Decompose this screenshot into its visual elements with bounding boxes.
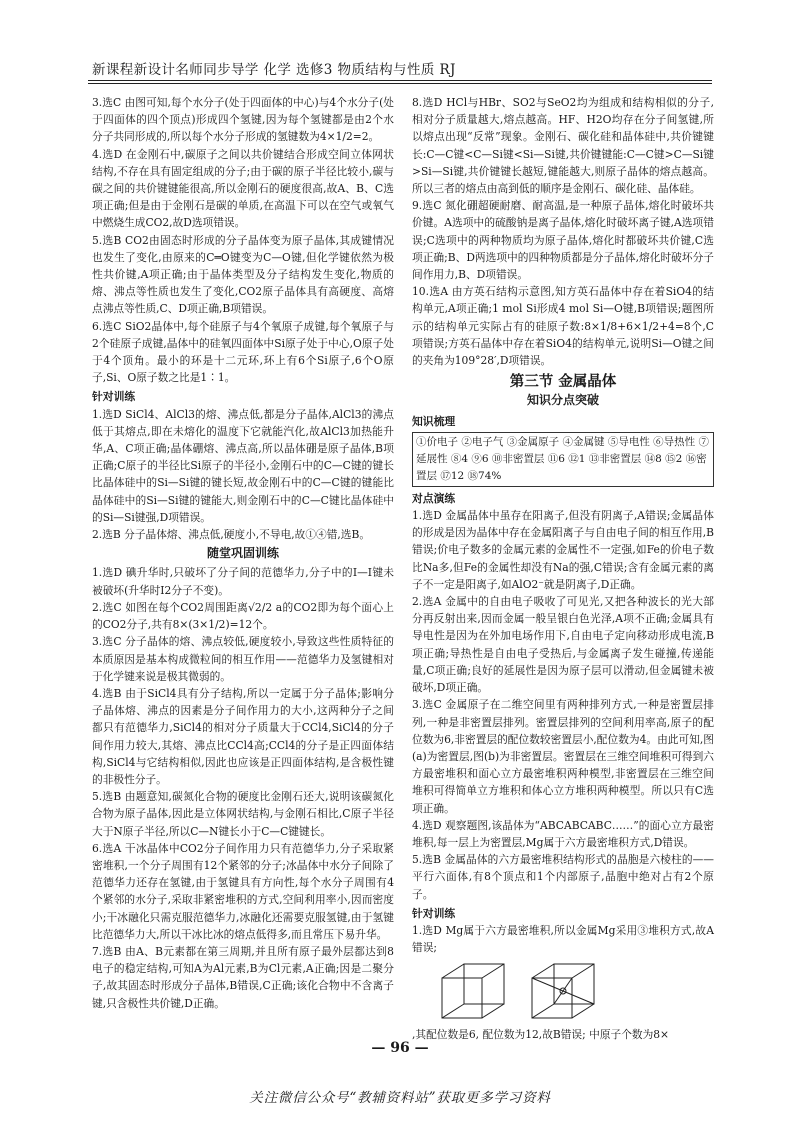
left-column <box>92 94 394 1034</box>
page-number-value: 96 <box>390 1040 410 1056</box>
answer-item: 1.选D Mg属于六方最密堆积,所以金属Mg采用③堆积方式,故A错误; <box>412 923 714 955</box>
section-subtitle: 知识分点突破 <box>526 393 599 408</box>
answer-item: 1.选D SiCl4、AlCl3的熔、沸点低,都是分子晶体,AlCl3的沸点低于其熔点,即在未熔化的温度下它就能汽化,故AlCl3加热能升华,A、C项正确;晶体硼熔、沸点高,所以晶体硼是原子晶体,B项正确;C原子的半径比Si原子的半径小,金刚石中的C—C键的键长比晶体硅中的Si—Si键的键长短,故金刚石中的C—C键的键能比晶体硅中的Si—Si键的键能大,则金刚石中的C—C键比晶体硅中的Si—Si键强,D项错误。 <box>92 407 394 524</box>
answer-item: 6.选C SiO2晶体中,每个硅原子与4个氧原子成键,每个氧原子与2个硅原子成键,晶体中的硅氧四面体中Si原子处于中心,O原子处于4个顶角。最小的环是十二元环,环上有6个Si原子,6个O原子,Si、O原子数之比是1∶1。 <box>92 319 394 385</box>
answer-item: 4.选D 在金刚石中,碳原子之间以共价键结合形成空间立体网状结构,不存在具有固定组成的分子;由于碳的原子半径比较小,碳与碳之间的共价键键能很高,所以金刚石的硬度很高,故A、B、C选项正确;但是由于金刚石是碳的单质,在高温下可以在空气或氧气中燃烧生成CO2,故D选项错误。 <box>92 147 394 230</box>
right-column <box>412 94 714 1042</box>
header-rule <box>88 80 712 81</box>
answer-item: 3.选C 分子晶体的熔、沸点较低,硬度较小,导致这些性质特征的本质原因是基本构成微粒间的相互作用——范德华力及氢键相对于化学键来说是极其微弱的。 <box>92 635 394 683</box>
answer-item: 1.选D 金属晶体中虽存在阳离子,但没有阴离子,A错误;金属晶体的形成是因为晶体中存在金属阳离子与自由电子间的相互作用,B错误;价电子数多的金属元素的金属性不一定强,如Fe的价电子数比Na多,但Fe的金属性却没有Na的强,C错误;含有金属元素的离子不一定是阳离子,如AlO2⁻就是阴离子,D正确。 <box>412 509 714 591</box>
answer-item: 7.选B 由A、B元素都在第三周期,并且所有原子最外层都达到8电子的稳定结构,可知A为Al元素,B为Cl元素,A正确;因是二聚分子,故其固态时形成分子晶体,B错误,C正确;该化合物中不含离子键,只含极性共价键,D正确。 <box>92 944 394 1010</box>
answer-item: 3.选C 由图可知,每个水分子(处于四面体的中心)与4个水分子(处于四面体的四个顶点)形成四个氢键,因为每个氢键都是由2个水分子共同形成的,所以每个水分子形成的氢键数为4×1/2=2。 <box>92 96 394 144</box>
answer-item: 5.选B CO2由固态时形成的分子晶体变为原子晶体,其成键情况也发生了变化,由原来的C═O键变为C—O键,但化学键依然为极性共价键,A项正确;由于晶体类型及分子结构发生变化,物质的熔、沸点等性质也发生了变化,CO2原子晶体具有高硬度、高熔点沸点等性质,C、D项正确,B项错误。 <box>92 233 394 316</box>
answer-item: 1.选D 碘升华时,只破坏了分子间的范德华力,分子中的I—I键未被破坏(升华时I2分子不变)。 <box>92 566 394 597</box>
answer-item: 6.选A 干冰晶体中CO2分子间作用力只有范德华力,分子采取紧密堆积,一个分子周围有12个紧邻的分子;冰晶体中水分子间除了范德华力还存在氢键,由于氢键具有方向性,每个水分子周围有4个紧邻的水分子,采取非紧密堆积的方式,空间利用率小,因而密度小;干冰融化只需克服范德华力,冰融化还需要克服氢键,由于氢键比范德华力大,所以干冰比冰的熔点低得多,而且常压下易升华。 <box>92 841 394 941</box>
consolidate-heading: 随堂巩固训练 <box>206 546 279 561</box>
answer-item: 2.选C 如图在每个CO2周围距离√2/2 a的CO2即为每个面心上的CO2分子,共有8×(3×1/2)=12个。 <box>92 600 394 632</box>
knowledge-answers: ①价电子 ②电子气 ③金属原子 ④金属键 ⑤导电性 ⑥导热性 ⑦延展性 ⑧4 ⑨6 ⑩非密置层 ⑪6 ⑫1 ⑬非密置层 ⑭8 ⑮2 ⑯密置层 ⑰12 ⑱74% <box>412 432 714 487</box>
footer-note: 关注微信公众号“教辅资料站”获取更多学习资料 <box>249 1090 551 1106</box>
knowledge-heading: 知识梳理 <box>412 414 456 428</box>
answer-fragment: 中原子个数为8× <box>589 1028 670 1042</box>
answer-item: 5.选B 金属晶体的六方最密堆积结构形式的晶胞是六棱柱的——平行六面体,有8个顶点和1个内部原子,晶胞中绝对占有2个原子。 <box>412 853 714 901</box>
answer-item: 8.选D HCl与HBr、SO2与SeO2均为组成和结构相似的分子,相对分子质量越大,熔点越高。HF、H2O均存在分子间氢键,所以熔点出现“反常”现象。金刚石、碳化硅和晶体硅中,共价键键长:C—C键<C—Si键<Si—Si键,共价键键能:C—C键>C—Si键>Si—Si键,共价键键长越短,键能越大,则原子晶体的熔点越高。所以三者的熔点由高到低的顺序是金刚石、碳化硅、晶体硅。 <box>412 96 714 196</box>
answer-item: 10.选A 由方英石结构示意图,知方英石晶体中存在着SiO4的结构单元,A项正确;1 mol Si形成4 mol Si—O键,B项错误;题图所示的结构单元实际占有的硅原子数:8×1/8+6×1/2+4=8个,C项错误;方英石晶体中存在着SiO4的结构单元,说明Si—O键之间的夹角为109°28′,D项错误。 <box>412 285 714 368</box>
page-number: — 96 — <box>371 1040 429 1056</box>
header-rule-thin <box>88 83 712 84</box>
bcc-lattice-figure <box>528 960 600 1022</box>
crystal-figures <box>412 960 714 1022</box>
answer-item: 9.选C 氮化硼超硬耐磨、耐高温,是一种原子晶体,熔化时破坏共价键。A选项中的硫酸钠是离子晶体,熔化时破坏离子键,A选项错误;C选项中的两种物质均为原子晶体,熔化时都破坏共价键,C选项正确;B、D两选项中的四种物质都是分子晶体,熔化时破坏分子间作用力,B、D项错误。 <box>412 199 714 282</box>
answer-fragment: 配位数为12,故B错误; <box>482 1028 586 1042</box>
drill-heading: 对点演练 <box>412 491 456 505</box>
answer-item: 2.选B 分子晶体熔、沸点低,硬度小,不导电,故①④错,选B。 <box>92 528 371 542</box>
cube-lattice-figure <box>438 960 510 1022</box>
answer-item: 4.选D 观察题图,该晶体为“ABCABCABC……”的面心立方最密堆积,每一层上为密置层,Mg属于六方最密堆积方式,D错误。 <box>412 818 714 849</box>
answer-item: 4.选B 由于SiCl4具有分子结构,所以一定属于分子晶体;影响分子晶体熔、沸点的因素是分子间作用力的大小,这两种分子之间都只有范德华力,SiCl4的相对分子质量大于CCl4,SiCl4的分子间作用力较大,其熔、沸点比CCl4高;CCl4的分子是正四面体结构,SiCl4与它结构相似,因此也应该是正四面体结构,是含极性键的非极性分子。 <box>92 686 394 786</box>
section-title: 第三节 金属晶体 <box>509 373 617 391</box>
practice-heading: 针对训练 <box>92 390 136 404</box>
answer-fragment: ,其配位数是6, <box>412 1028 480 1042</box>
answer-item: 5.选B 由题意知,碳氮化合物的硬度比金刚石还大,说明该碳氮化合物为原子晶体,因此是立体网状结构,与金刚石相比,C原子半径大于N原子半径,所以C—N键长小于C—C键键长。 <box>92 790 394 838</box>
answer-item: 2.选A 金属中的自由电子吸收了可见光,又把各种波长的光大部分再反射出来,因而金属一般呈银白色光泽,A项不正确;金属具有导电性是因为在外加电场作用下,自由电子定向移动形成电流,B项正确;导热性是自由电子受热后,与金属离子发生碰撞,传递能量,C项正确;良好的延展性是因为原子层可以滑动,但金属键未被破坏,D项正确。 <box>412 595 714 695</box>
running-header: 新课程新设计名师同步导学 化学 选修3 物质结构与性质 RJ <box>92 62 456 78</box>
answer-item: 3.选C 金属原子在二维空间里有两种排列方式,一种是密置层排列,一种是非密置层排列。密置层排列的空间利用率高,原子的配位数为6,非密置层的配位数较密置层小,配位数为4。由此可知,图(a)为密置层,图(b)为非密置层。密置层在三维空间堆积可得到六方最密堆积和面心立方最密堆积两种模型,非密置层在三维空间堆积可得简单立方堆积和体心立方堆积两种模型。所以只有C选项正确。 <box>412 698 714 815</box>
practice-heading: 针对训练 <box>412 906 456 920</box>
